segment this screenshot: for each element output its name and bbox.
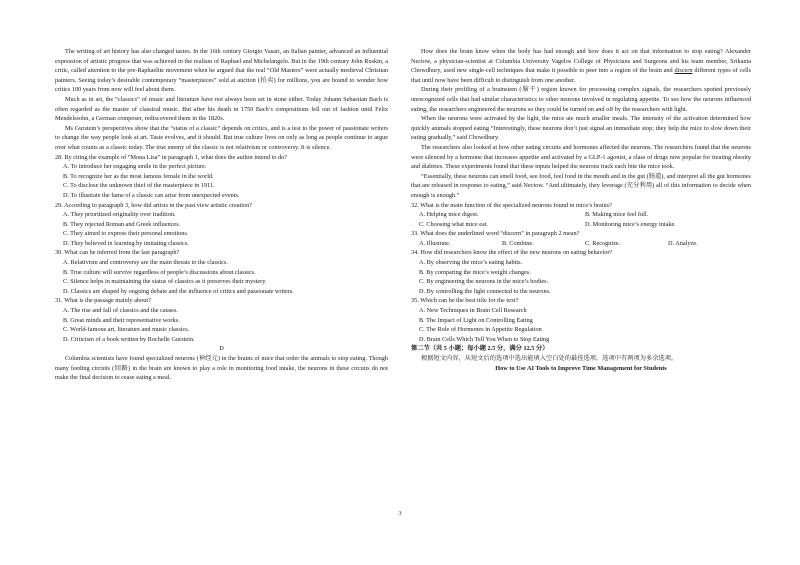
paragraph (411, 47, 751, 85)
question-29: 29. According to paragraph 3, how did artists in the past view artistic creation? (55, 201, 252, 209)
option: A. The rise and fall of classics and the causes. (63, 307, 178, 315)
paragraph: Much as in art, the “classics” of music and literature have not always been set in stone either. Today Johann Sebastian Bach is often regarded as the master of classical music. But after his death in 1750 Bach’s compositions fell out of fashion until Felix Mendelssohn, a German composer, rediscovered them in the 1820s. (55, 95, 388, 123)
question-30: 30. What can be inferred from the last paragraph? (55, 249, 180, 257)
option: D. To illustrate the fame of a classic can arise from unexpected events. (63, 191, 240, 199)
option: C. To disclose the unknown thief of the masterpiece in 1911. (63, 182, 215, 190)
option: A. They prioritized originality over tradition. (63, 211, 176, 219)
passage-label-d: D (219, 345, 224, 353)
right-column (411, 47, 751, 373)
option: C. Choosing what mice eat. (419, 220, 489, 228)
page-number: 3 (398, 511, 402, 517)
option: B. To recognize her as the most famous female in the world. (63, 172, 214, 180)
option: A. By observing the mice’s eating habits. (419, 259, 523, 267)
text: different types of cells that until now have been difficult to distinguish from one another. (411, 67, 752, 84)
option: B. They rejected Roman and Greek influences. (63, 220, 181, 228)
option: B. By comparing the mice’s weight changes. (419, 268, 531, 276)
option: C. Recognize. (585, 239, 621, 247)
paragraph: The researchers also looked at how other eating circuits and hormones affected the neurons. The researchers found that the neurons were silenced by a hormone that increases appetite and activated by a GLP-1 agonist, a class of drugs now popular for treating obesity and diabetes. These experiments found that these inputs helped the neurons track each bite the mice took. (411, 143, 751, 171)
option: C. World-famous art, literature and music classics. (63, 326, 190, 334)
question-32: 32. What is the main function of the specialized neurons found in mice’s brains? (411, 201, 612, 209)
paragraph: Ms Gurstein’s perspectives show that the “status of a classic” depends on critics, and is a test to the power of passionate writers to change the way people look at art. Taste evolves, and it should. But true culture lives on only as long as people continue to argue over what counts as a classic today. The true enemy of the classic is not relativism or controversy. It is silence. (55, 124, 388, 151)
option: D. Criticism of a book written by Rochelle Gurstein. (63, 335, 195, 343)
option: C. By engineering the neurons in the mice’s bodies. (419, 278, 549, 286)
question-28: 28. By citing the example of “Mona Lisa” in paragraph 1, what does the author intend to do? (55, 153, 288, 161)
question-35: 35. Which can be the best title for the text? (411, 297, 519, 305)
underlined-word: discern (674, 67, 693, 75)
question-34: 34. How did researchers know the effect of the new neurons on eating behavior? (411, 249, 613, 257)
paragraph: The writing of art history has also changed tastes. In the 16th century Giorgio Vasari, an Italian painter, advanced an influential expression of artistic progress that was achieved in the realism of Raphael and Michelangelo. But in the 19th century John Ruskin, a critic, called attention to the pre-Raphaelite movement when he argued that the real “Old Masters” were actually medieval Christian painters. Seeing today’s desirable contemporary “masterpieces” sold at auction (拍卖) for millions, you are bound to wonder how critics 100 years from now will feel about them. (55, 48, 388, 94)
option: C. They aimed to express their personal emotions. (63, 230, 189, 238)
option: B. True culture will survive regardless of people’s discussions about classics. (63, 268, 256, 276)
option: A. To introduce her engaging smile in the perfect picture. (63, 163, 207, 171)
question-31: 31. What is the passage mainly about? (55, 297, 151, 305)
option: D. Classics are shaped by ongoing debate and the influence of critics and passionate writers. (63, 287, 294, 295)
option: A. New Techniques in Brain Cell Research (419, 307, 527, 315)
option: B. The Impact of Light on Controlling Eating (419, 316, 533, 324)
left-column (55, 47, 388, 383)
question-33: 33. What does the underlined word “discern” in paragraph 2 mean? (411, 230, 580, 238)
option: D. Analyze. (668, 239, 698, 247)
option: D. Monitoring mice’s energy intake. (585, 220, 676, 228)
passage-title: How to Use AI Tools to Improve Time Management for Students (495, 364, 667, 372)
options-grid (411, 210, 751, 229)
option: A. Helping mice digest. (419, 211, 479, 219)
paragraph: “Essentially, these neurons can smell food, see food, feel food in the mouth and in the gut (肠道), and interpret all the gut hormones that are released in response to eating,” said Nectow. “And ultimately, they leverage (充分利用) all of this information to decide when enough is enough.” (411, 172, 751, 199)
instruction: 根据短文内容，从短文后的选项中选出能填入空白处的最佳选项。选项中有两项为多余选项。 (421, 355, 678, 362)
option: A. Illustrate. (419, 239, 451, 247)
options-grid (411, 239, 751, 249)
paragraph: When the neurons were activated by the light, the mice ate much smaller meals. The intensity of the activation determined how quickly animals stopped eating “Interestingly, these neurons don’t just signal an immediate stop; they help the mice to slow down their eating gradually,” said Chowdhury. (411, 115, 751, 142)
option: D. Brain Cells Which Tell You When to Stop Eating (419, 335, 550, 343)
option: D. They believed in learning by imitating classics. (63, 239, 189, 247)
option: C. Silence helps in maintaining the status of classics as it preserves their mystery. (63, 278, 267, 286)
paragraph: During their profiling of a brainstem (脑干) region known for processing complex signals, the researchers spotted previously unrecognized cells that had similar characteristics to other neurons involved in regulating appetite. To see how the neurons influenced eating, the researchers engineered the neurons so they could be turned on and off by the researchers with light. (411, 86, 751, 113)
option: B. Combine. (502, 239, 534, 247)
option: A. Relativism and controversy are the main threats to the classics. (63, 259, 228, 267)
text: How does the brain know when the body has had enough and how does it act on that information to stop eating? Alexander Nectow, a physician-scientist at Columbia University Vagelos College of Physicians and Surgeons and his team member, Srikanta Chowdhury, used new single-cell techniques that make it possible to peer into a region of the brain and (411, 48, 751, 75)
option: C. The Role of Hormones in Appetite Regulation (419, 326, 542, 334)
option: B. Great minds and their representative works. (63, 316, 180, 324)
option: B. Making mice feel full. (585, 211, 649, 219)
option: D. By controlling the light connected to the neurons. (419, 287, 551, 295)
paragraph: Columbia scientists have found specialized neurons (神经元) in the brains of mice that order the animals to stop eating. Though many feeding circuits (回路) in the brain are known to play a role in monitoring food intake, the neurons in these circuits do not make the final decision to cease eating a meal. (55, 355, 388, 382)
section-heading: 第二节（共 5 小题；每小题 2.5 分，满分 12.5 分） (411, 345, 549, 353)
